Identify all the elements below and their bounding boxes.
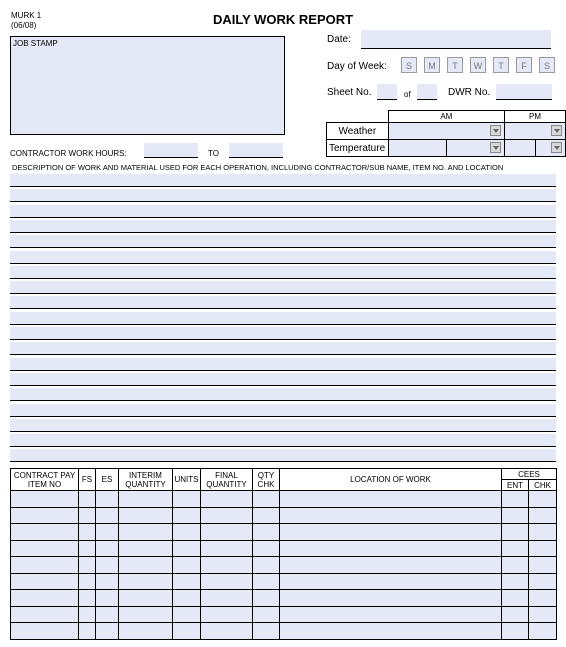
weather-pm-dropdown[interactable]	[505, 123, 566, 140]
contract-pay-item-cell[interactable]	[11, 590, 79, 607]
chk-cell[interactable]	[529, 623, 557, 640]
qty-chk-cell[interactable]	[253, 524, 280, 541]
units-cell[interactable]	[173, 590, 201, 607]
description-line[interactable]	[10, 281, 556, 294]
contract-pay-item-cell[interactable]	[11, 491, 79, 508]
description-line[interactable]	[10, 342, 556, 355]
description-line[interactable]	[10, 205, 556, 218]
chk-cell[interactable]	[529, 557, 557, 574]
header-contract-pay-item: CONTRACT PAY ITEM NO	[11, 469, 79, 491]
description-line[interactable]	[10, 449, 556, 462]
description-line[interactable]	[10, 327, 556, 340]
chevron-down-icon[interactable]	[551, 142, 562, 153]
final-quantity-cell[interactable]	[201, 573, 253, 590]
fs-cell[interactable]	[79, 491, 96, 508]
units-cell[interactable]	[173, 557, 201, 574]
header-cees: CEES	[502, 469, 557, 480]
final-quantity-cell[interactable]	[201, 491, 253, 508]
description-line[interactable]	[10, 373, 556, 386]
ent-cell[interactable]	[502, 524, 529, 541]
to-label: TO	[208, 149, 219, 158]
chk-cell[interactable]	[529, 590, 557, 607]
weather-corner	[327, 111, 389, 123]
header-fs: FS	[79, 469, 96, 491]
fs-cell[interactable]	[79, 557, 96, 574]
units-cell[interactable]	[173, 491, 201, 508]
day-checkbox-thursday[interactable]: T	[493, 57, 509, 73]
es-cell[interactable]	[96, 540, 119, 557]
contract-pay-item-cell[interactable]	[11, 524, 79, 541]
description-line[interactable]	[10, 189, 556, 202]
temperature-pm-field-1[interactable]	[505, 140, 536, 157]
temperature-pm-dropdown[interactable]	[536, 140, 566, 157]
qty-chk-cell[interactable]	[253, 623, 280, 640]
qty-chk-cell[interactable]	[253, 606, 280, 623]
fs-cell[interactable]	[79, 623, 96, 640]
interim-quantity-cell[interactable]	[119, 590, 173, 607]
final-quantity-cell[interactable]	[201, 623, 253, 640]
chevron-down-icon[interactable]	[551, 125, 562, 136]
temperature-label: Temperature	[327, 140, 389, 157]
ent-cell[interactable]	[502, 623, 529, 640]
header-final-quantity: FINAL QUANTITY	[201, 469, 253, 491]
fs-cell[interactable]	[79, 573, 96, 590]
table-row	[11, 507, 557, 524]
interim-quantity-cell[interactable]	[119, 557, 173, 574]
header-units: UNITS	[173, 469, 201, 491]
es-cell[interactable]	[96, 606, 119, 623]
es-cell[interactable]	[96, 507, 119, 524]
interim-quantity-cell[interactable]	[119, 507, 173, 524]
sheet-label: Sheet No.	[327, 87, 372, 98]
day-of-week-label: Day of Week:	[327, 61, 387, 72]
ent-cell[interactable]	[502, 590, 529, 607]
chevron-down-icon[interactable]	[490, 142, 501, 153]
location-cell[interactable]	[280, 606, 502, 623]
table-row	[11, 557, 557, 574]
table-row	[11, 524, 557, 541]
header-ent: ENT	[502, 480, 529, 491]
day-checkbox-saturday[interactable]: S	[539, 57, 555, 73]
description-line[interactable]	[10, 434, 556, 447]
hours-to-field[interactable]	[229, 143, 283, 158]
day-checkbox-wednesday[interactable]: W	[470, 57, 486, 73]
contract-pay-item-cell[interactable]	[11, 573, 79, 590]
fs-cell[interactable]	[79, 507, 96, 524]
table-row	[11, 540, 557, 557]
table-row	[11, 606, 557, 623]
description-line[interactable]	[10, 220, 556, 233]
header-es: ES	[96, 469, 119, 491]
ent-cell[interactable]	[502, 507, 529, 524]
pm-header: PM	[505, 111, 566, 123]
qty-chk-cell[interactable]	[253, 540, 280, 557]
chk-cell[interactable]	[529, 524, 557, 541]
final-quantity-cell[interactable]	[201, 606, 253, 623]
dwr-label: DWR No.	[448, 87, 491, 98]
ent-cell[interactable]	[502, 540, 529, 557]
contract-pay-item-cell[interactable]	[11, 557, 79, 574]
date-label: Date:	[327, 34, 351, 45]
hours-from-field[interactable]	[144, 143, 198, 158]
temperature-am-dropdown[interactable]	[446, 140, 504, 157]
description-line[interactable]	[10, 174, 556, 187]
sheet-number-field[interactable]	[377, 84, 397, 100]
day-checkbox-monday[interactable]: M	[424, 57, 440, 73]
job-stamp-label: JOB STAMP	[13, 39, 58, 48]
units-cell[interactable]	[173, 606, 201, 623]
location-cell[interactable]	[280, 573, 502, 590]
interim-quantity-cell[interactable]	[119, 524, 173, 541]
es-cell[interactable]	[96, 524, 119, 541]
page-title: DAILY WORK REPORT	[212, 12, 354, 27]
chk-cell[interactable]	[529, 507, 557, 524]
contract-pay-item-cell[interactable]	[11, 623, 79, 640]
final-quantity-cell[interactable]	[201, 557, 253, 574]
sheet-total-field[interactable]	[417, 84, 437, 100]
header-qty-chk: QTY CHK	[253, 469, 280, 491]
ent-cell[interactable]	[502, 573, 529, 590]
fs-cell[interactable]	[79, 524, 96, 541]
job-stamp-box[interactable]	[10, 36, 285, 135]
of-label: of	[404, 90, 411, 99]
es-cell[interactable]	[96, 573, 119, 590]
location-cell[interactable]	[280, 491, 502, 508]
location-cell[interactable]	[280, 590, 502, 607]
day-checkbox-sunday[interactable]: S	[401, 57, 417, 73]
contract-pay-item-cell[interactable]	[11, 507, 79, 524]
items-table	[10, 468, 557, 640]
interim-quantity-cell[interactable]	[119, 491, 173, 508]
table-row	[11, 590, 557, 607]
weather-label: Weather	[327, 123, 389, 140]
temperature-am-field-1[interactable]	[388, 140, 446, 157]
final-quantity-cell[interactable]	[201, 540, 253, 557]
chk-cell[interactable]	[529, 491, 557, 508]
interim-quantity-cell[interactable]	[119, 606, 173, 623]
final-quantity-cell[interactable]	[201, 507, 253, 524]
location-cell[interactable]	[280, 524, 502, 541]
units-cell[interactable]	[173, 540, 201, 557]
description-line[interactable]	[10, 296, 556, 309]
weather-am-dropdown[interactable]	[388, 123, 504, 140]
description-line[interactable]	[10, 251, 556, 264]
qty-chk-cell[interactable]	[253, 491, 280, 508]
date-field[interactable]	[361, 30, 551, 49]
description-line[interactable]	[10, 358, 556, 371]
description-line[interactable]	[10, 419, 556, 432]
ent-cell[interactable]	[502, 606, 529, 623]
header-interim-quantity: INTERIM QUANTITY	[119, 469, 173, 491]
form-code: MURK 1	[11, 11, 42, 20]
units-cell[interactable]	[173, 524, 201, 541]
qty-chk-cell[interactable]	[253, 590, 280, 607]
dwr-number-field[interactable]	[496, 84, 552, 100]
day-checkbox-tuesday[interactable]: T	[447, 57, 463, 73]
chk-cell[interactable]	[529, 540, 557, 557]
ent-cell[interactable]	[502, 491, 529, 508]
location-cell[interactable]	[280, 540, 502, 557]
qty-chk-cell[interactable]	[253, 507, 280, 524]
chk-cell[interactable]	[529, 606, 557, 623]
weather-table	[326, 110, 566, 157]
location-cell[interactable]	[280, 557, 502, 574]
units-cell[interactable]	[173, 573, 201, 590]
form-revision: (06/08)	[11, 21, 37, 30]
interim-quantity-cell[interactable]	[119, 623, 173, 640]
final-quantity-cell[interactable]	[201, 590, 253, 607]
location-cell[interactable]	[280, 507, 502, 524]
description-label: DESCRIPTION OF WORK AND MATERIAL USED FOR EACH OPERATION, INCLUDING CONTRACTOR/SUB NAME, ITEM NO. AND LOCATION	[12, 163, 504, 172]
am-header: AM	[388, 111, 504, 123]
description-line[interactable]	[10, 404, 556, 417]
interim-quantity-cell[interactable]	[119, 540, 173, 557]
units-cell[interactable]	[173, 623, 201, 640]
header-chk: CHK	[529, 480, 557, 491]
es-cell[interactable]	[96, 623, 119, 640]
chevron-down-icon[interactable]	[490, 125, 501, 136]
description-line[interactable]	[10, 312, 556, 325]
ent-cell[interactable]	[502, 557, 529, 574]
fs-cell[interactable]	[79, 606, 96, 623]
table-row	[11, 491, 557, 508]
qty-chk-cell[interactable]	[253, 557, 280, 574]
description-line[interactable]	[10, 235, 556, 248]
description-line[interactable]	[10, 388, 556, 401]
header-location: LOCATION OF WORK	[280, 469, 502, 491]
fs-cell[interactable]	[79, 590, 96, 607]
table-row	[11, 623, 557, 640]
items-table-body	[11, 491, 557, 640]
contractor-hours-label: CONTRACTOR WORK HOURS:	[10, 149, 127, 158]
description-line[interactable]	[10, 266, 556, 279]
contract-pay-item-cell[interactable]	[11, 606, 79, 623]
final-quantity-cell[interactable]	[201, 524, 253, 541]
fs-cell[interactable]	[79, 540, 96, 557]
qty-chk-cell[interactable]	[253, 573, 280, 590]
location-cell[interactable]	[280, 623, 502, 640]
es-cell[interactable]	[96, 590, 119, 607]
contract-pay-item-cell[interactable]	[11, 540, 79, 557]
interim-quantity-cell[interactable]	[119, 573, 173, 590]
chk-cell[interactable]	[529, 573, 557, 590]
units-cell[interactable]	[173, 507, 201, 524]
table-row	[11, 573, 557, 590]
es-cell[interactable]	[96, 491, 119, 508]
es-cell[interactable]	[96, 557, 119, 574]
day-checkbox-friday[interactable]: F	[516, 57, 532, 73]
